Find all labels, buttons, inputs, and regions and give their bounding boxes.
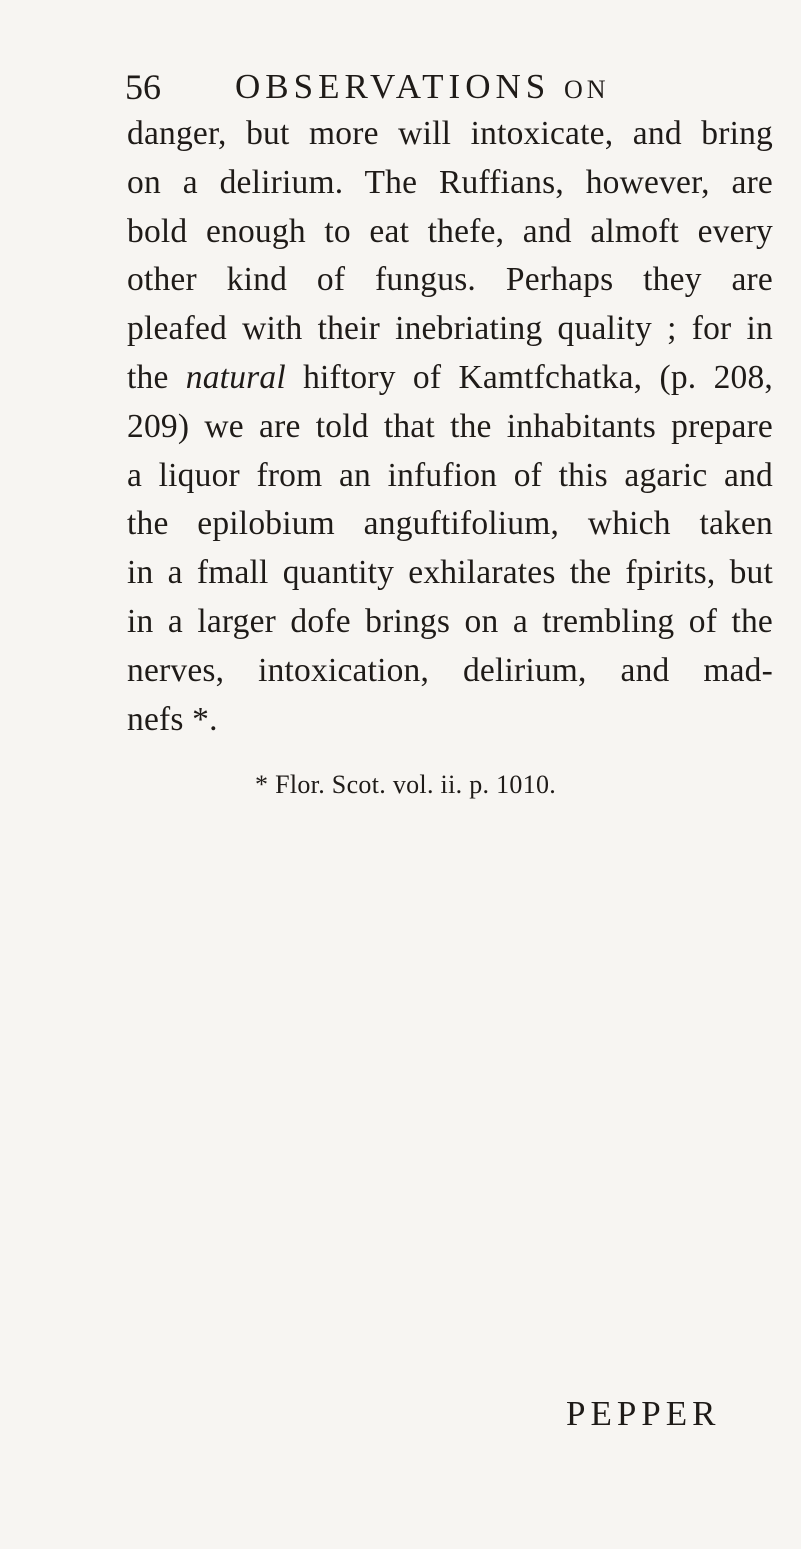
text-line-8: a liquor from an infufion of this agaric and	[127, 456, 773, 494]
text-line-1: danger, but more will intoxicate, and bring	[127, 115, 773, 152]
text-line-6-start: the	[127, 358, 169, 396]
text-line-4: other kind of fungus. Perhaps they are	[127, 261, 773, 299]
header-title-main: OBSERVATIONS	[235, 67, 551, 106]
text-line-7: 209) we are told that the inhabitants prepare	[127, 407, 773, 445]
text-line-6	[127, 354, 773, 403]
text-line-2: on a delirium. The Ruffians, however, are	[127, 163, 773, 201]
text-line-9: the epilobium anguftifolium, which taken	[127, 505, 773, 543]
text-line-11: in a larger dofe brings on a trembling of the	[127, 602, 773, 640]
text-line-3: bold enough to eat thefe, and almoft every	[127, 212, 773, 250]
catchword: PEPPER	[566, 1394, 721, 1433]
footnote: * Flor. Scot. vol. ii. p. 1010.	[255, 770, 557, 799]
text-line-10: in a fmall quantity exhilarates the fpirits, but	[127, 554, 773, 592]
text-line-13: nefs *.	[127, 700, 218, 738]
text-line-6-end: hiftory of Kamtfchatka, (p. 208,	[303, 358, 774, 396]
header-title-suffix: ON	[563, 75, 610, 104]
running-head	[125, 62, 745, 112]
page-number: 56	[125, 67, 161, 107]
text-line-12: nerves, intoxication, delirium, and mad-	[127, 651, 773, 689]
body-text	[127, 110, 773, 744]
text-line-5: pleafed with their inebriating quality ; for in	[127, 310, 773, 348]
header-title	[235, 62, 610, 115]
italic-word-natural: natural	[185, 358, 286, 396]
